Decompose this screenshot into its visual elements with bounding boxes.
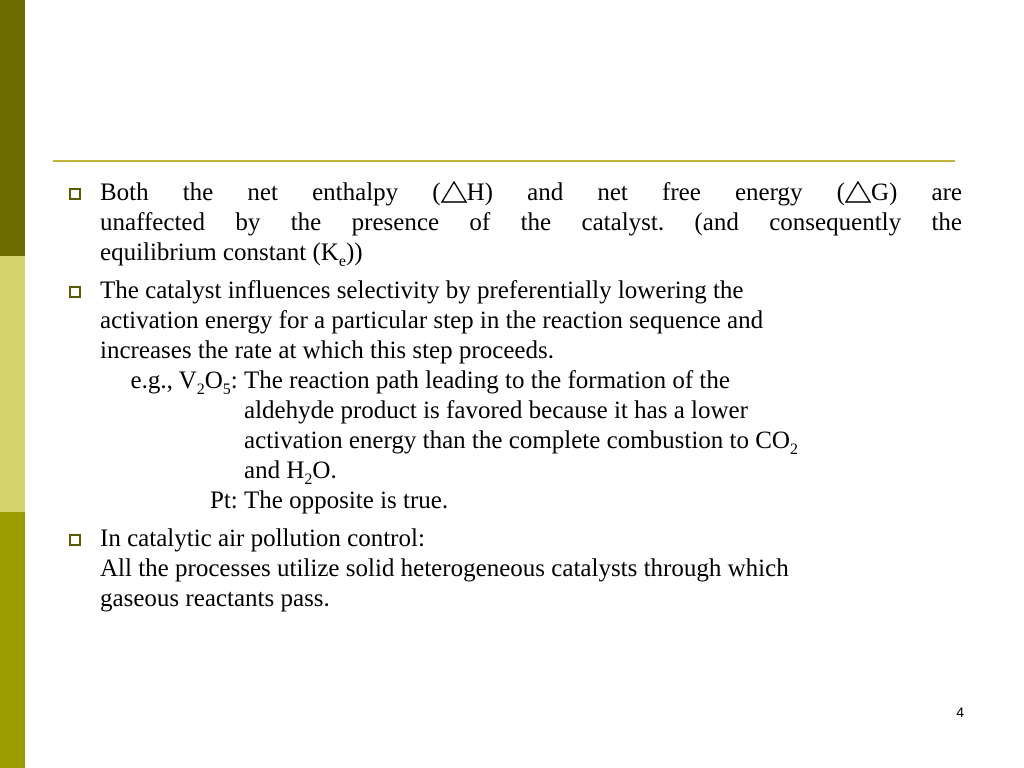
bullet-line: In catalytic air pollution control: [100,525,425,552]
example-label: Pt: [209,487,238,514]
bullet-line [100,238,962,268]
sidebar-decoration [0,0,25,768]
delta-triangle-icon [441,181,467,203]
example-text: The reaction path leading to the formation of the aldehyde product is favored because it has a lower activation energy than the complete combustion to $CO_2$ and $H_2O$. [244,367,798,488]
bullet-item [66,178,962,268]
square-bullet-icon [69,534,81,546]
example-row [100,366,962,486]
bullet-text: G) are [870,179,962,206]
bullet-line: unaffected by the presence of the catalyst. (and consequently the [100,209,962,236]
bullet-text: equilibrium constant (K [100,239,339,266]
bullet-text: H) and net free energy ( [466,179,845,206]
example-label: e.g., $V_2O_5$: [130,367,238,398]
bullet-item [66,276,962,516]
bullet-text: )) [345,239,363,266]
delta-triangle-icon [845,181,871,203]
sidebar-dark-segment [0,0,25,256]
bullet-line [100,178,962,208]
bullet-line: increases the rate at which this step proceeds. [100,337,554,364]
title-rule [53,160,955,162]
slide-content [66,178,962,622]
sidebar-mid-segment [0,512,25,768]
sidebar-light-segment [0,256,25,512]
square-bullet-icon [69,286,81,298]
page-number: 4 [956,704,964,720]
bullet-item [66,524,962,614]
bullet-line: activation energy for a particular step in the reaction sequence and [100,307,764,334]
bullet-line: All the processes utilize solid heterogeneous catalysts through which [100,555,789,582]
bullet-line: The catalyst influences selectivity by preferentially lowering the [100,277,744,304]
square-bullet-icon [69,188,81,200]
subscript: e [338,253,346,270]
bullet-text: Both the net enthalpy ( [100,179,441,206]
bullet-line: gaseous reactants pass. [100,585,330,612]
example-row [100,486,962,516]
example-text: The opposite is true. [244,487,449,514]
